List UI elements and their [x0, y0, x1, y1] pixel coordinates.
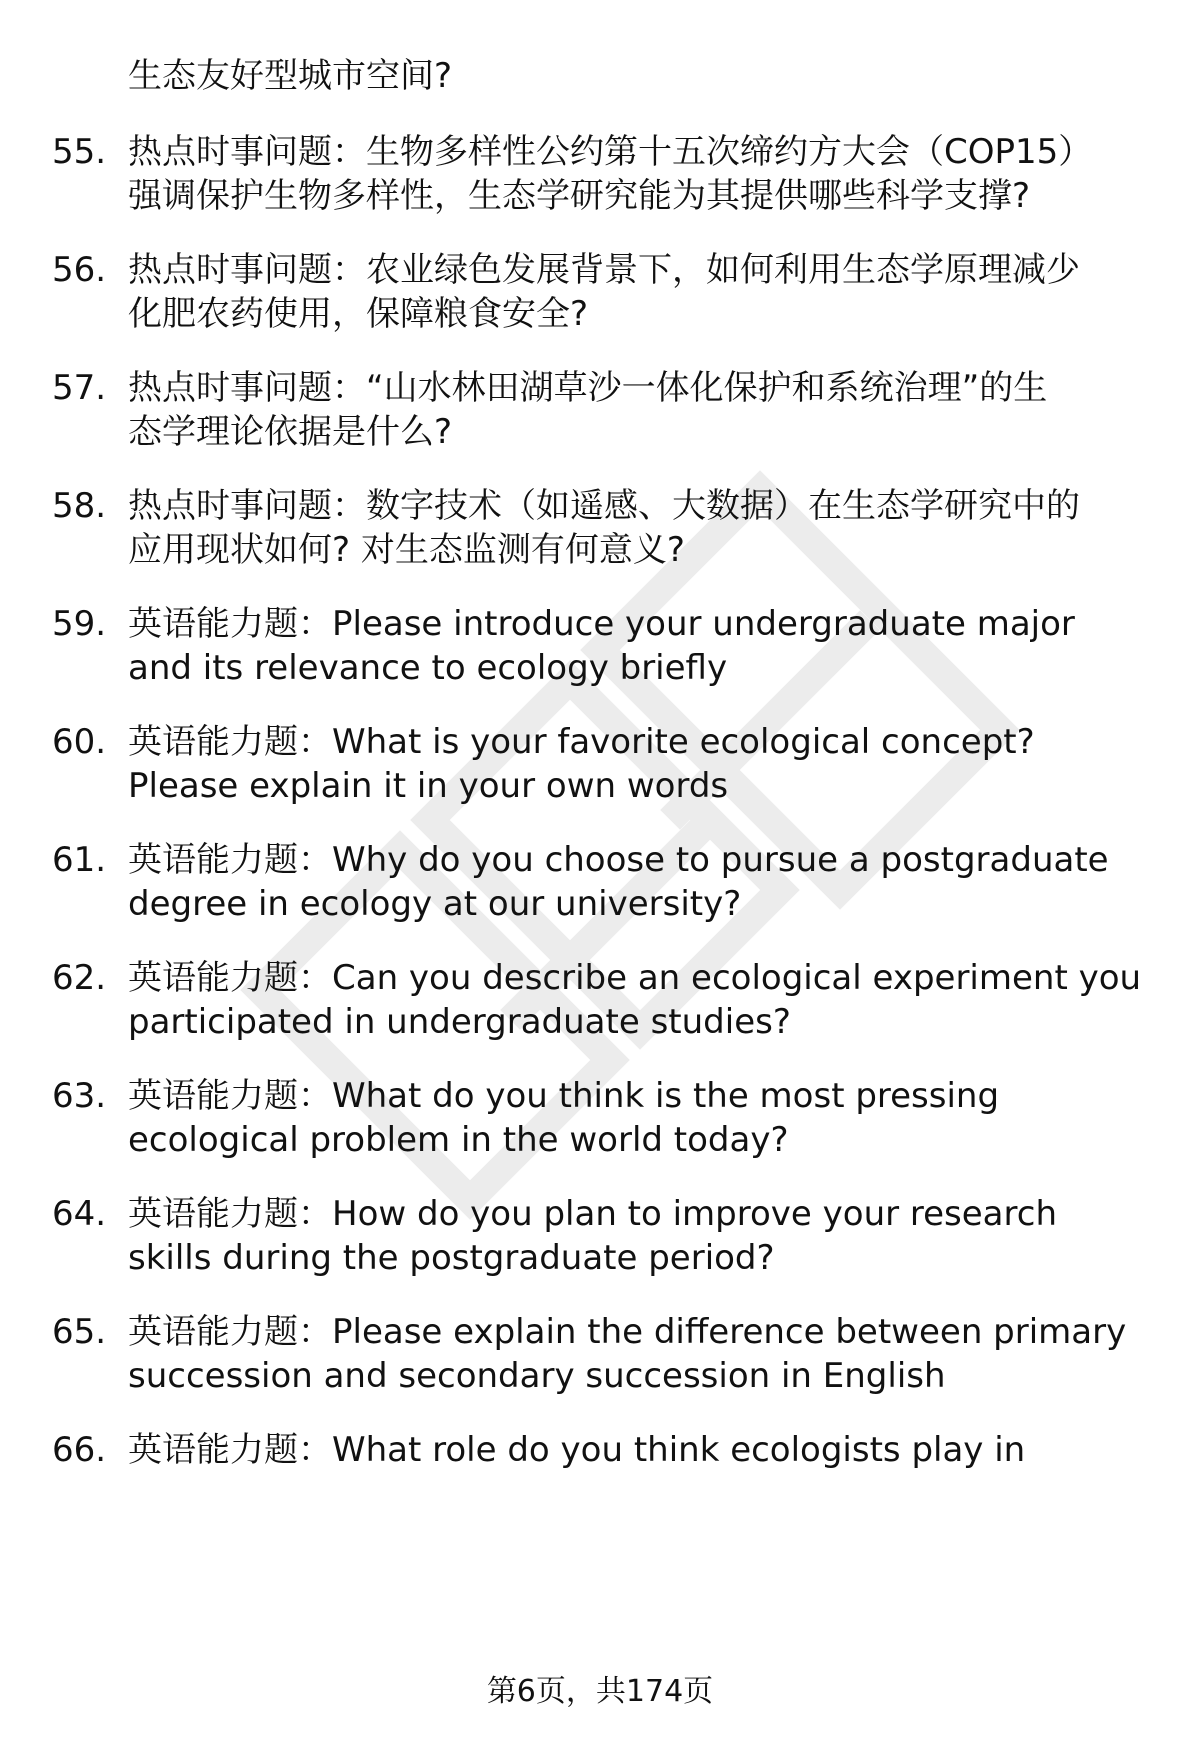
item-text-line: 强调保护生物多样性，生态学研究能为其提供哪些科学支撑?: [128, 176, 1031, 216]
item-text-line: 英语能力题：What is your favorite ecological concept?: [128, 722, 1035, 762]
item-text-line: 热点时事问题：“山水林田湖草沙一体化保护和系统治理”的生: [128, 368, 1048, 408]
item-number: 62.: [52, 958, 107, 998]
item-number: 56.: [52, 250, 107, 290]
item-text-line: 英语能力题：Please explain the difference between primary: [128, 1312, 1127, 1352]
item-text-line: 化肥农药使用，保障粮食安全?: [128, 294, 589, 334]
item-text-line: 英语能力题：Please introduce your undergraduate major: [128, 604, 1075, 644]
item-number: 61.: [52, 840, 107, 880]
continued-question-text: 生态友好型城市空间?: [128, 56, 453, 96]
item-number: 65.: [52, 1312, 107, 1352]
item-text-line: skills during the postgraduate period?: [128, 1238, 775, 1278]
item-text-line: 热点时事问题：数字技术（如遥感、大数据）在生态学研究中的: [128, 486, 1080, 526]
item-text-line: 热点时事问题：生物多样性公约第十五次缔约方大会（COP15）: [128, 132, 1093, 172]
item-text-line: 英语能力题：Can you describe an ecological experiment you: [128, 958, 1142, 998]
item-text-line: 应用现状如何? 对生态监测有何意义?: [128, 530, 685, 570]
item-text-line: and its relevance to ecology briefly: [128, 648, 728, 688]
item-text-line: 热点时事问题：农业绿色发展背景下，如何利用生态学原理减少: [128, 250, 1080, 290]
item-number: 59.: [52, 604, 107, 644]
item-text-line: 英语能力题：What do you think is the most pressing: [128, 1076, 1000, 1116]
page-number-footer: 第6页，共174页: [486, 1674, 714, 1709]
item-text-line: 态学理论依据是什么?: [128, 412, 453, 452]
item-text-line: 英语能力题：Why do you choose to pursue a postgraduate: [128, 840, 1109, 880]
item-text-line: 英语能力题：What role do you think ecologists play in: [128, 1430, 1026, 1470]
item-number: 64.: [52, 1194, 107, 1234]
item-number: 57.: [52, 368, 107, 408]
item-text-line: 英语能力题：How do you plan to improve your research: [128, 1194, 1057, 1234]
item-number: 63.: [52, 1076, 107, 1116]
item-number: 58.: [52, 486, 107, 526]
item-text-line: degree in ecology at our university?: [128, 884, 742, 924]
item-number: 55.: [52, 132, 107, 172]
item-text-line: ecological problem in the world today?: [128, 1120, 789, 1160]
item-number: 66.: [52, 1430, 107, 1470]
item-text-line: Please explain it in your own words: [128, 766, 729, 806]
item-text-line: participated in undergraduate studies?: [128, 1002, 791, 1042]
item-text-line: succession and secondary succession in English: [128, 1356, 946, 1396]
item-number: 60.: [52, 722, 107, 762]
